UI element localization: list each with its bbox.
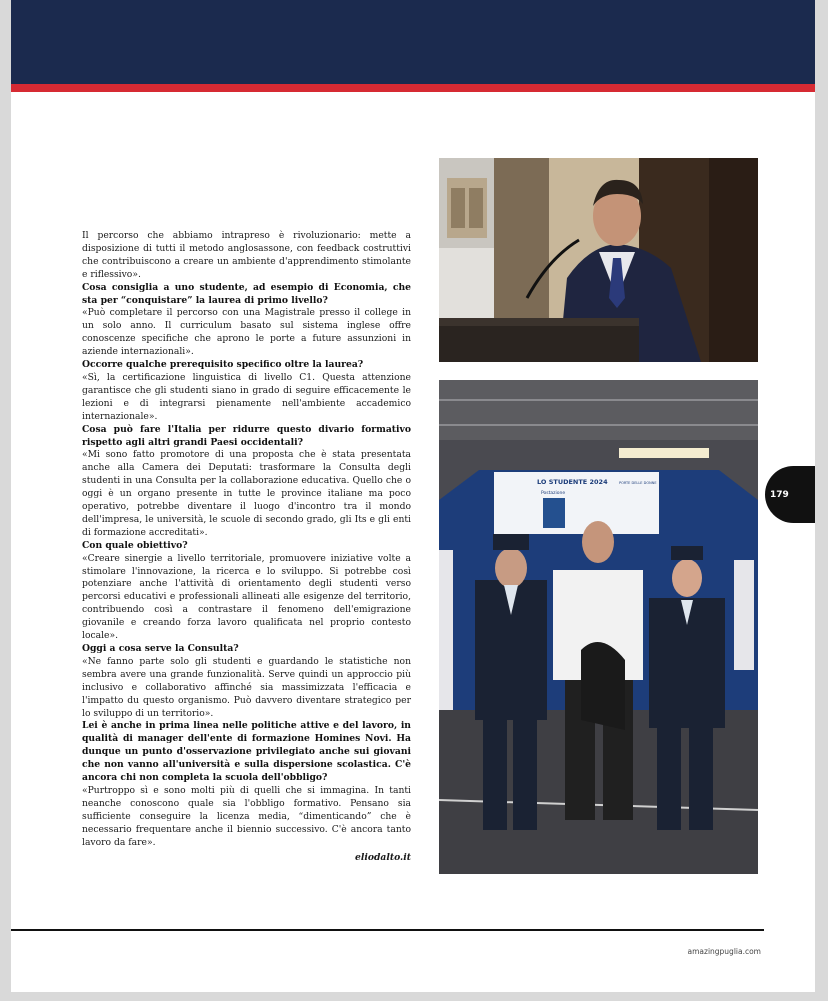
article-paragraph: «Sì, la certificazione linguistica di livello C1. Questa attenzione garantisce che gli studenti siano in grado di seguire efficacemente le lezioni e di integrarsi pienamente nell'ambiente accademico internazionale».: [82, 371, 411, 422]
article-question: Lei è anche in prima linea nelle politiche attive e del lavoro, in qualità di manager dell'ente di formazione Homines Novi. Ha dunque un punto d'osservazione privilegiato anche sui giovani che non vanno all'università e sulla dispersione scolastica. C'è ancora chi non completa la scuola dell'obbligo?: [82, 720, 411, 784]
article-question: Occorre qualche prerequisito specifico oltre la laurea?: [82, 359, 364, 371]
booth-banner-right: PORTE DELLE DONNE: [619, 481, 657, 485]
booth-banner-small: Postazione: [541, 491, 566, 496]
page-number: 179: [770, 489, 789, 500]
footer-rule: [11, 929, 764, 931]
speaker-photo-illustration: [439, 158, 758, 362]
article-paragraph: «Può completare il percorso con una Magistrale presso il college in un solo anno. Il curriculum basato sul sistema inglese offre conoscenze specifiche che aprono le porte a future assunzioni in aziende internazionali».: [82, 307, 411, 358]
booth-banner-title: LO STUDENTE 2024: [537, 478, 608, 486]
page-number-tab: [765, 466, 815, 523]
footer-website: amazingpuglia.com: [687, 947, 761, 956]
group-photo-illustration: [439, 380, 758, 874]
article-paragraph: «Purtroppo sì e sono molti più di quelli che si immagina. In tanti neanche conoscono quale sia l'obbligo formativo. Pensano sia sufficiente conseguire la licenza media, “dimenticando” che è necessario frequentare anche il biennio successivo. C'è ancora tanto lavoro da fare».: [82, 784, 411, 848]
article-question: Cosa consiglia a uno studente, ad esempio di Economia, che sta per “conquistare” la laurea di primo livello?: [82, 281, 411, 306]
speaker-photo: [439, 158, 758, 362]
magazine-page: [11, 0, 815, 992]
article-paragraph: «Ne fanno parte solo gli studenti e guardando le statistiche non sembra avere una grande funzionalità. Serve quindi un approccio più inclusivo e collaborativo affinché sia massimizzata l'efficacia e l'impatto du questo organismo. Può davvero diventare strategico per lo sviluppo di un territorio».: [82, 655, 411, 719]
group-photo: [439, 380, 758, 874]
article-paragraph: «Mi sono fatto promotore di una proposta che è stata presentata anche alla Camera dei Deputati: trasformare la Consulta degli studenti in una Consulta per la collaborazione educativa. Quello che o oggi è un organo presente in tutte le province italiane ma poco operativo, potrebbe diventare il luogo d'incontro tra il mondo dell'impresa, le università, le scuole di secondo grado, gli Its e gli enti di formazione accreditati».: [82, 449, 411, 538]
article-signature: eliodalto.it: [355, 851, 411, 863]
article-question: Cosa può fare l'Italia per ridurre questo divario formativo rispetto agli altri grandi Paesi occidentali?: [82, 423, 411, 448]
header-band: [11, 0, 815, 84]
article-paragraph: «Creare sinergie a livello territoriale, promuovere iniziative volte a stimolare l'innovazione, la ricerca e lo sviluppo. Si potrebbe così potenziare anche l'attività di orientamento degli studenti verso percorsi educativi e professionali allineati alle esigenze del territorio, contribuendo così a contrastare il fenomeno dell'emigrazione giovanile e creando forza lavoro qualificata nel proprio contesto locale».: [82, 552, 411, 642]
header-stripe: [11, 84, 815, 92]
article-text: [82, 230, 411, 864]
article-question: Con quale obiettivo?: [82, 539, 188, 551]
article-paragraph: Il percorso che abbiamo intrapreso è rivoluzionario: mette a disposizione di tutti il metodo anglosassone, con feedback costruttivi che contribuiscono a creare un ambiente d'apprendimento stimolante e riflessivo».: [82, 230, 411, 280]
article-question: Oggi a cosa serve la Consulta?: [82, 643, 239, 654]
